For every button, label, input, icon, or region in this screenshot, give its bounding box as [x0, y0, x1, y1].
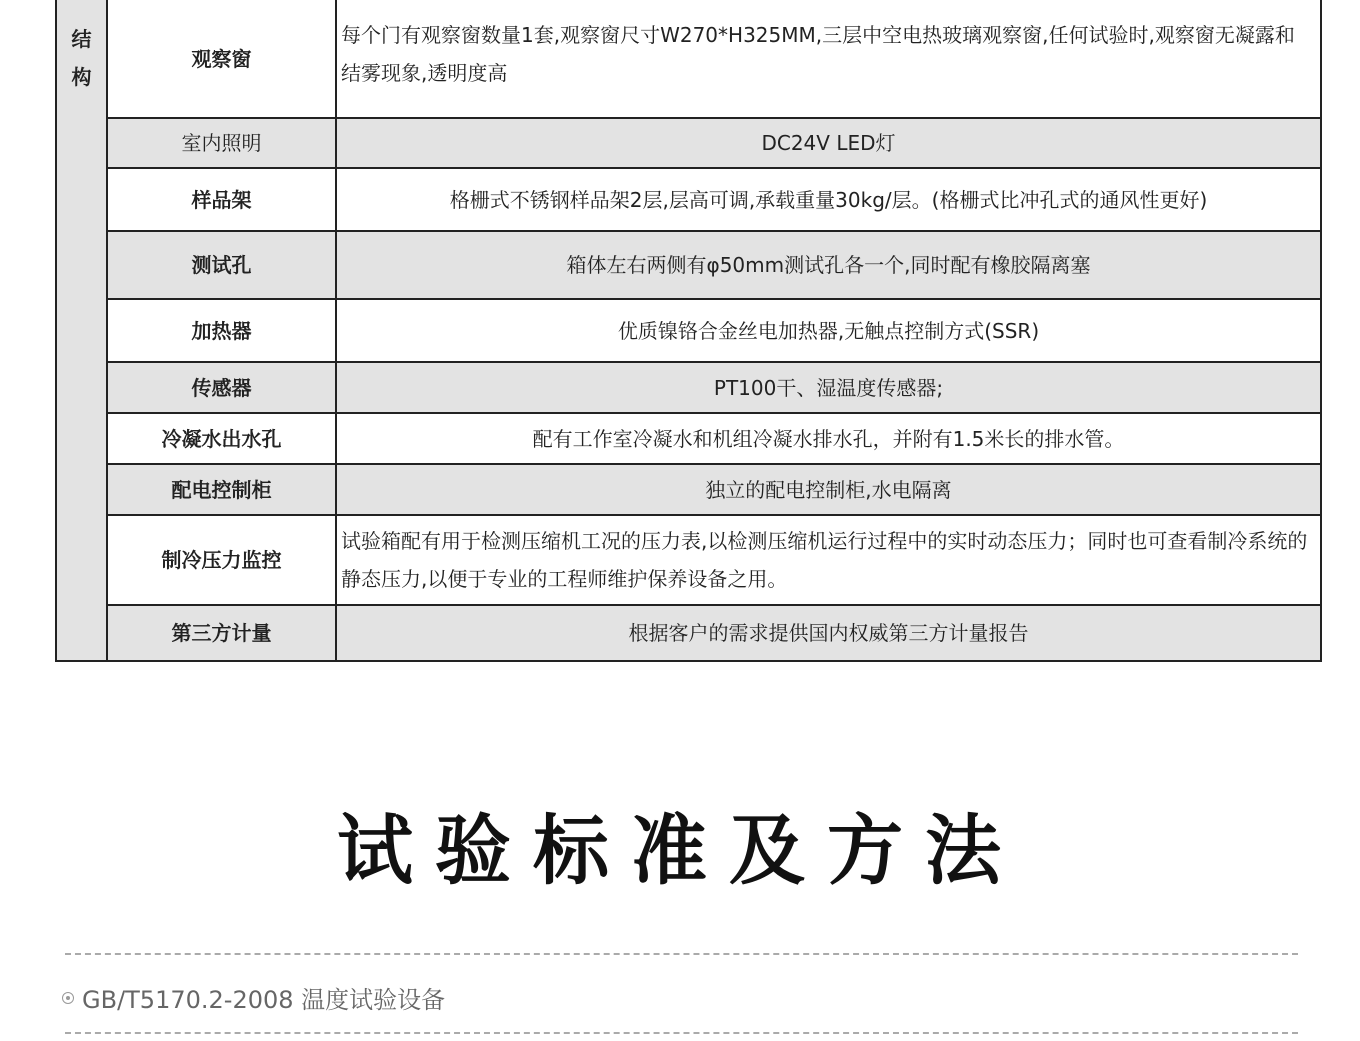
- row-label: 配电控制柜: [107, 464, 336, 515]
- row-value: 试验箱配有用于检测压缩机工况的压力表,以检测压缩机运行过程中的实时动态压力；同时也可查看制冷系统的静态压力,以便于专业的工程师维护保养设备之用。: [336, 515, 1321, 605]
- row-value: PT100干、湿温度传感器;: [336, 362, 1321, 413]
- table-row: [56, 413, 1321, 464]
- divider: [65, 953, 1298, 955]
- row-label: 样品架: [107, 168, 336, 231]
- table-row: [56, 299, 1321, 362]
- row-label: 测试孔: [107, 231, 336, 299]
- row-label: 第三方计量: [107, 605, 336, 661]
- row-value: 箱体左右两侧有φ50mm测试孔各一个,同时配有橡胶隔离塞: [336, 231, 1321, 299]
- standard-item: [62, 980, 445, 1015]
- table-row: [56, 515, 1321, 605]
- table-row: [56, 362, 1321, 413]
- standard-text: GB/T5170.2-2008 温度试验设备: [82, 986, 446, 1014]
- table-row: [56, 0, 1321, 118]
- row-label: 传感器: [107, 362, 336, 413]
- table-row: [56, 231, 1321, 299]
- row-value: 独立的配电控制柜,水电隔离: [336, 464, 1321, 515]
- row-label: 冷凝水出水孔: [107, 413, 336, 464]
- table-row: [56, 464, 1321, 515]
- row-label: 加热器: [107, 299, 336, 362]
- row-value: 配有工作室冷凝水和机组冷凝水排水孔，并附有1.5米长的排水管。: [336, 413, 1321, 464]
- row-value: 每个门有观察窗数量1套,观察窗尺寸W270*H325MM,三层中空电热玻璃观察窗,任何试验时,观察窗无凝露和结雾现象,透明度高: [336, 0, 1321, 118]
- row-label: 制冷压力监控: [107, 515, 336, 605]
- group-label-cell: [56, 0, 107, 661]
- row-label: 观察窗: [107, 0, 336, 118]
- row-value: 根据客户的需求提供国内权威第三方计量报告: [336, 605, 1321, 661]
- table-row: [56, 605, 1321, 661]
- row-value: 格栅式不锈钢样品架2层,层高可调,承载重量30kg/层。(格栅式比冲孔式的通风性更好): [336, 168, 1321, 231]
- table-row: [56, 118, 1321, 168]
- row-value: 优质镍铬合金丝电加热器,无触点控制方式(SSR): [336, 299, 1321, 362]
- row-value: DC24V LED灯: [336, 118, 1321, 168]
- spec-table: [55, 0, 1322, 662]
- bullet-circle-icon: [62, 992, 74, 1004]
- section-title: 试验标准及方法: [337, 806, 1023, 895]
- group-label: 结构: [71, 27, 92, 89]
- divider: [65, 1032, 1298, 1034]
- row-label: 室内照明: [107, 118, 336, 168]
- table-row: [56, 168, 1321, 231]
